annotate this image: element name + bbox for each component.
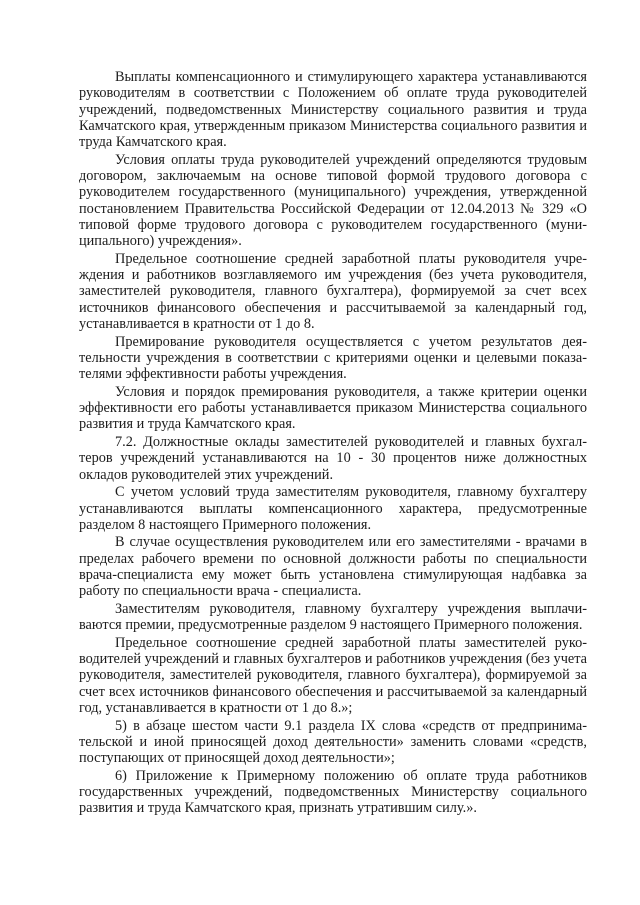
document-body — [79, 69, 587, 818]
paragraph-doctors-allowance: В случае осуществления руководителем или его заместителями - врачами в пределах рабочего времени по основной должности работы по специальности врача-специалиста ему может быть установлена стимулирующая надбавка за работу по специальности врача - специалиста. — [79, 534, 587, 600]
paragraph-section-7-2: 7.2. Должностные оклады заместителей руководителей и главных бухгалтеров учреждений устанавливаются на 10 - 30 процентов ниже должностных окладов руководителей этих учреждений. — [79, 434, 587, 483]
paragraph-item-5: 5) в абзаце шестом части 9.1 раздела IX слова «средств от предпринимательской и иной приносящей доход деятельности» заменить словами «средств, поступающих от приносящей доход деятельности»; — [79, 717, 587, 767]
paragraph-bonus-conditions: Условия и порядок премирования руководителя, а также критерии оценки эффективности его работы устанавливается приказом Министерства социального развития и труда Камчатского края. — [79, 383, 587, 433]
paragraph-labor-contract: Условия оплаты труда руководителей учреждений определяются трудовым договором, заключаемым на основе типовой формой трудового договора с руководителем государственного (муниципального) учреждения, утвержденной постановлением Правительства Российской Федерации от 12.04.2013 № 329 «О типовой форме трудового договора с руководителем государственного (муниципального) учреждения». — [79, 151, 587, 250]
paragraph-salary-ratio-deputies: Предельное соотношение средней заработной платы заместителей руководителей учреждений и главных бухгалтеров и работников учреждения (без учета руководителя, заместителей руководителя, главного бухгалтера), формируемой за счет всех источников финансового обеспечения и рассчитываемой за календарный год, устанавливается в кратности от 1 до 8.»; — [79, 634, 587, 716]
paragraph-item-6: 6) Приложение к Примерному положению об оплате труда работников государственных учреждений, подведомственных Министерству социального развития и труда Камчатского края, признать утратившим силу.». — [79, 767, 587, 817]
paragraph-compensation-payments: Выплаты компенсационного и стимулирующего характера устанавливаются руководителям в соответствии с Положением об оплате труда руководителей учреждений, подведомственных Министерству социального развития и труда Камчатского края, утвержденным приказом Министерства социального развития и труда Камчатского края. — [79, 69, 587, 151]
paragraph-bonus-head: Премирование руководителя осуществляется с учетом результатов деятельности учреждения в соответствии с критериями оценки и целевыми показателями эффективности работы учреждения. — [79, 333, 587, 383]
paragraph-compensation-deputies: С учетом условий труда заместителям руководителя, главному бухгалтеру устанавливаются выплаты компенсационного характера, предусмотренные разделом 8 настоящего Примерного положения. — [79, 484, 587, 533]
paragraph-bonus-deputies: Заместителям руководителя, главному бухгалтеру учреждения выплачиваются премии, предусмотренные разделом 9 настоящего Примерного положения. — [79, 600, 587, 634]
paragraph-salary-ratio-head: Предельное соотношение средней заработной платы руководителя учреждения и работников возглавляемого им учреждения (без учета руководителя, заместителей руководителя, главного бухгалтера), формируемой за счет всех источников финансового обеспечения и рассчитываемой за календарный год, устанавливается в кратности от 1 до 8. — [79, 250, 587, 333]
